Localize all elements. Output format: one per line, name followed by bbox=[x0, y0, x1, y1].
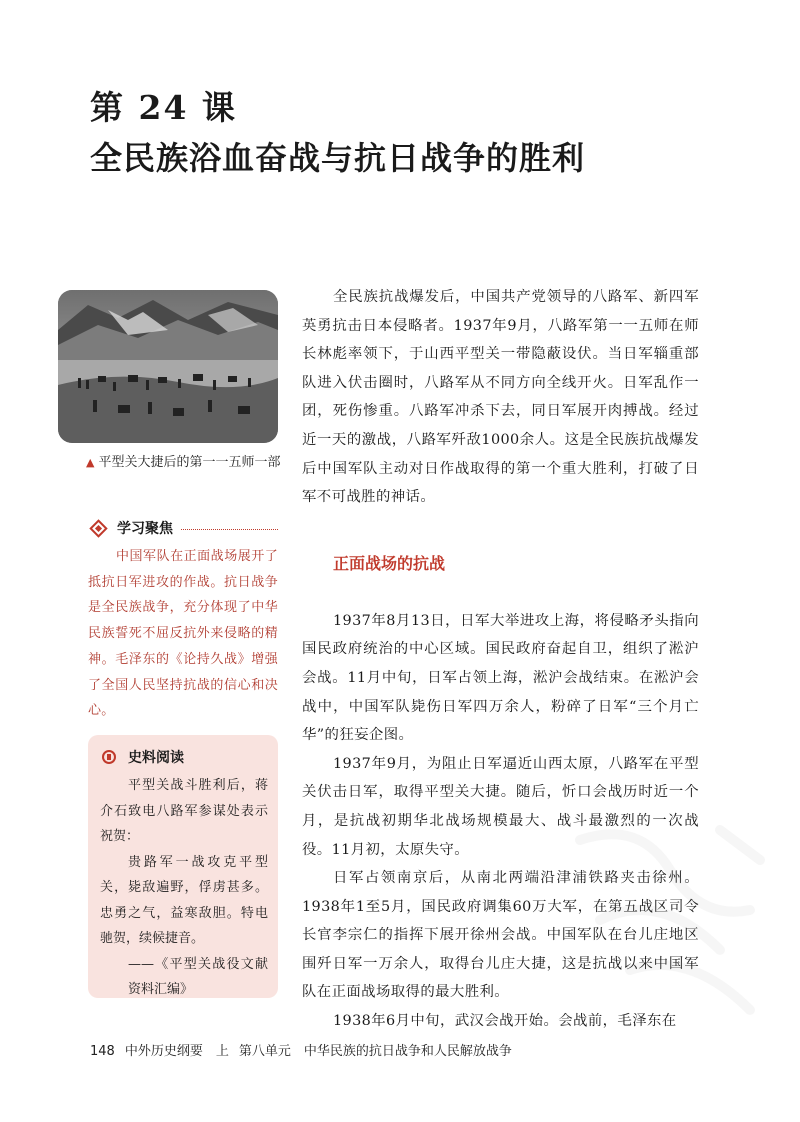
battle-photo bbox=[58, 290, 278, 443]
page-number: 148 bbox=[90, 1044, 115, 1059]
intro-paragraph: 全民族抗战爆发后，中国共产党领导的八路军、新四军英勇抗击日本侵略者。1937年9月，八路军第一一五师在师长林彪率领下，于山西平型关一带隐蔽设伏。当日军辎重部队进入伏击圈时，八路军从不同方向全线开火。日军乱作一团，死伤惨重。八路军冲杀下去，同日军展开肉搏战。经过近一天的激战，八路军歼敌1000余人。这是全民族抗战爆发后中国军队主动对日作战取得的第一个重大胜利，打破了日军不可战胜的神话。 bbox=[302, 289, 699, 506]
lesson-number: 第 24 课 bbox=[90, 88, 237, 127]
source-intro: 平型关战斗胜利后，蒋介石致电八路军参谋处表示祝贺： bbox=[100, 778, 268, 844]
study-focus-box bbox=[88, 517, 278, 724]
decorative-watermark bbox=[520, 800, 800, 1040]
source-reading-title: 史料阅读 bbox=[128, 750, 184, 766]
study-focus-title: 学习聚焦 bbox=[117, 521, 173, 537]
focus-diamond-icon bbox=[89, 519, 107, 537]
source-reading-box bbox=[88, 735, 278, 998]
source-citation: ——《平型关战役文献资料汇编》 bbox=[128, 956, 268, 997]
paragraph-songhu: 1937年8月13日，日军大举进攻上海，将侵略矛头指向国民政府统治的中心区域。国民政府奋起自卫，组织了淞沪会战。11月中旬，日军占领上海，淞沪会战结束。在淞沪会战中，中国军队毙伤日军四万余人，粉碎了日军“三个月亡华”的狂妄企图。 bbox=[302, 612, 699, 744]
paragraph-pingxingguan: 1937年9月，为阻止日军逼近山西太原，八路军在平型关伏击日军，取得平型关大捷。随后，忻口会战历时近一个月，是抗战初期华北战场规模最大、战斗最激烈的一次战役。11月初，太原失守。 bbox=[302, 755, 699, 858]
paragraph-xuzhou: 日军占领南京后，从南北两端沿津浦铁路夹击徐州。1938年1至5月，国民政府调集60万大军，在第五战区司令长官李宗仁的指挥下展开徐州会战。中国军队在台儿庄地区围歼日军一万余人，取得台儿庄大捷，这是抗战以来中国军队在正面战场取得的最大胜利。 bbox=[302, 870, 699, 1001]
page-footer bbox=[90, 1040, 522, 1059]
lesson-header bbox=[90, 86, 585, 184]
book-icon bbox=[102, 750, 116, 764]
source-reading-header bbox=[100, 745, 268, 769]
caption-triangle-icon: ▲ bbox=[86, 456, 95, 469]
dotted-divider bbox=[181, 529, 278, 530]
study-focus-text: 中国军队在正面战场展开了抵抗日军进攻的作战。抗日战争是全民族战争，充分体现了中华民族誓死不屈反抗外来侵略的精神。毛泽东的《论持久战》增强了全国人民坚持抗战的信心和决心。 bbox=[88, 549, 278, 719]
battle-photo-image bbox=[58, 290, 278, 443]
photo-caption bbox=[86, 451, 280, 470]
book-title: 中外历史纲要 上 bbox=[124, 1044, 229, 1059]
lesson-title: 全民族浴血奋战与抗日战争的胜利 bbox=[90, 139, 586, 177]
source-reading-body bbox=[100, 773, 268, 1003]
unit-title: 第八单元 中华民族的抗日战争和人民解放战争 bbox=[238, 1044, 512, 1059]
study-focus-header bbox=[88, 517, 278, 539]
source-quote: 贵路军一战攻克平型关，毙敌遍野，俘虏甚多。忠勇之气，益寒敌胆。特电驰贺，续候捷音。 bbox=[100, 854, 268, 946]
section-heading: 正面战场的抗战 bbox=[333, 553, 446, 573]
photo-caption-text: 平型关大捷后的第一一五师一部 bbox=[98, 455, 281, 470]
paragraph-wuhan: 1938年6月中旬，武汉会战开始。会战前，毛泽东在 bbox=[333, 1013, 677, 1030]
